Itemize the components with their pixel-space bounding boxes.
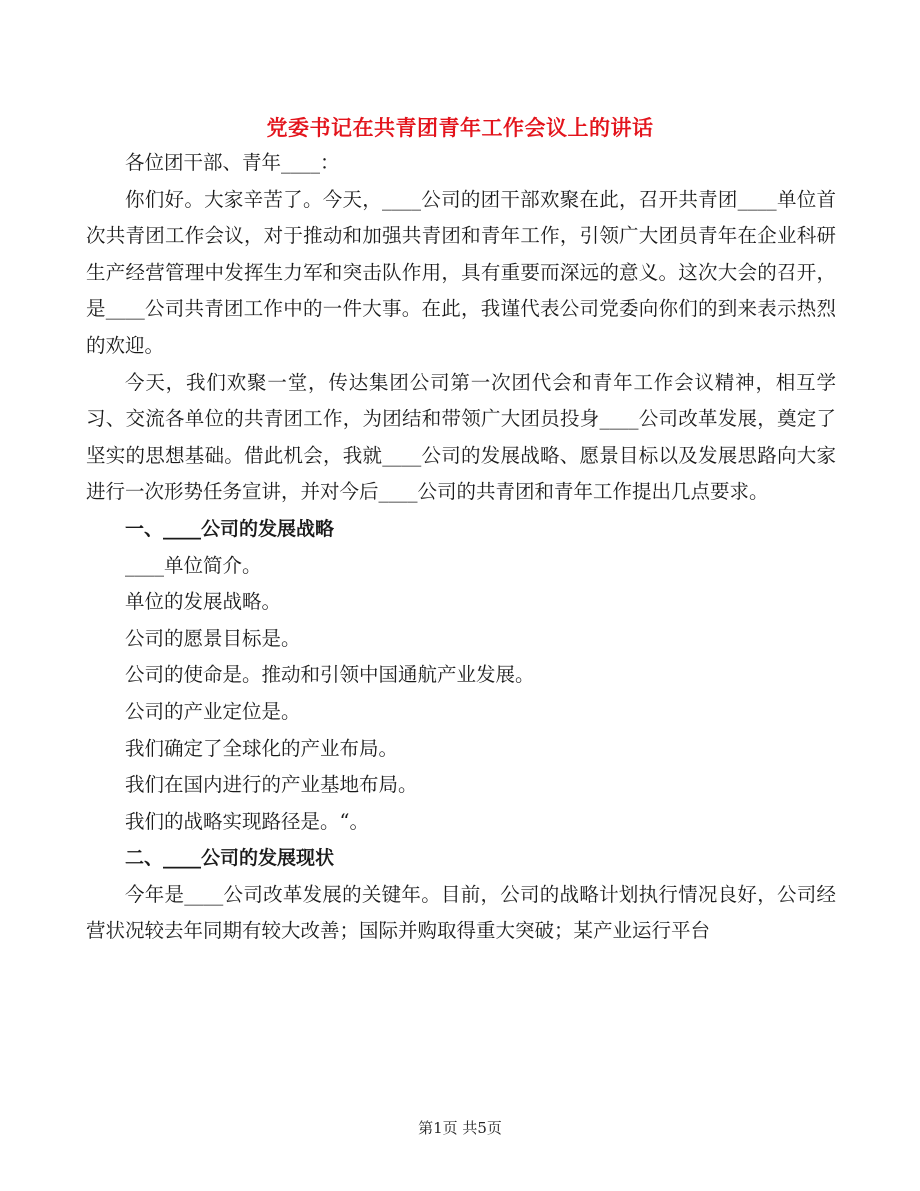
salutation: 各位团干部、青年____： [125,151,340,174]
section-heading-strategy: 一、____公司的发展战略 [125,517,335,540]
list-item: 单位的发展战略。 [125,590,282,614]
list-item: 公司的产业定位是。 [125,699,301,723]
list-item: 我们的战略实现路径是。“。 [125,809,369,833]
list-item: 公司的愿景目标是。 [125,626,301,650]
document-title: 党委书记在共青团青年工作会议上的讲话 [266,115,654,140]
section-heading-status: 二、____公司的发展现状 [125,847,335,870]
paragraph-status: 今年是____公司改革发展的关键年。目前，公司的战略计划执行情况良好，公司经营状况较去年同期有较大改善；国际并购取得重大突破；某产业运行平台 [86,882,836,943]
list-item: 公司的使命是。推动和引领中国通航产业发展。 [125,663,535,687]
page-number: 第1页 共5页 [418,1119,502,1137]
list-item: 我们确定了全球化的产业布局。 [125,736,399,760]
list-item: 我们在国内进行的产业基地布局。 [125,773,418,797]
document-body [86,145,836,950]
paragraph-purpose: 今天，我们欢聚一堂，传达集团公司第一次团代会和青年工作会议精神，相互学习、交流各单位的共青团工作，为团结和带领广大团员投身____公司改革发展，奠定了坚实的思想基础。借此机会，我就____公司的发展战略、愿景目标以及发展思路向大家进行一次形势任务宣讲，并对今后____公司的共青团和青年工作提出几点要求。 [86,370,836,504]
list-item: ____单位简介。 [125,553,262,577]
paragraph-opening: 你们好。大家辛苦了。今天，____公司的团干部欢聚在此，召开共青团____单位首次共青团工作会议，对于推动和加强共青团和青年工作，引领广大团员青年在企业科研生产经营管理中发挥生力军和突击队作用，具有重要而深远的意义。这次大会的召开，是____公司共青团工作中的一件大事。在此，我谨代表公司党委向你们的到来表示热烈的欢迎。 [86,187,836,357]
